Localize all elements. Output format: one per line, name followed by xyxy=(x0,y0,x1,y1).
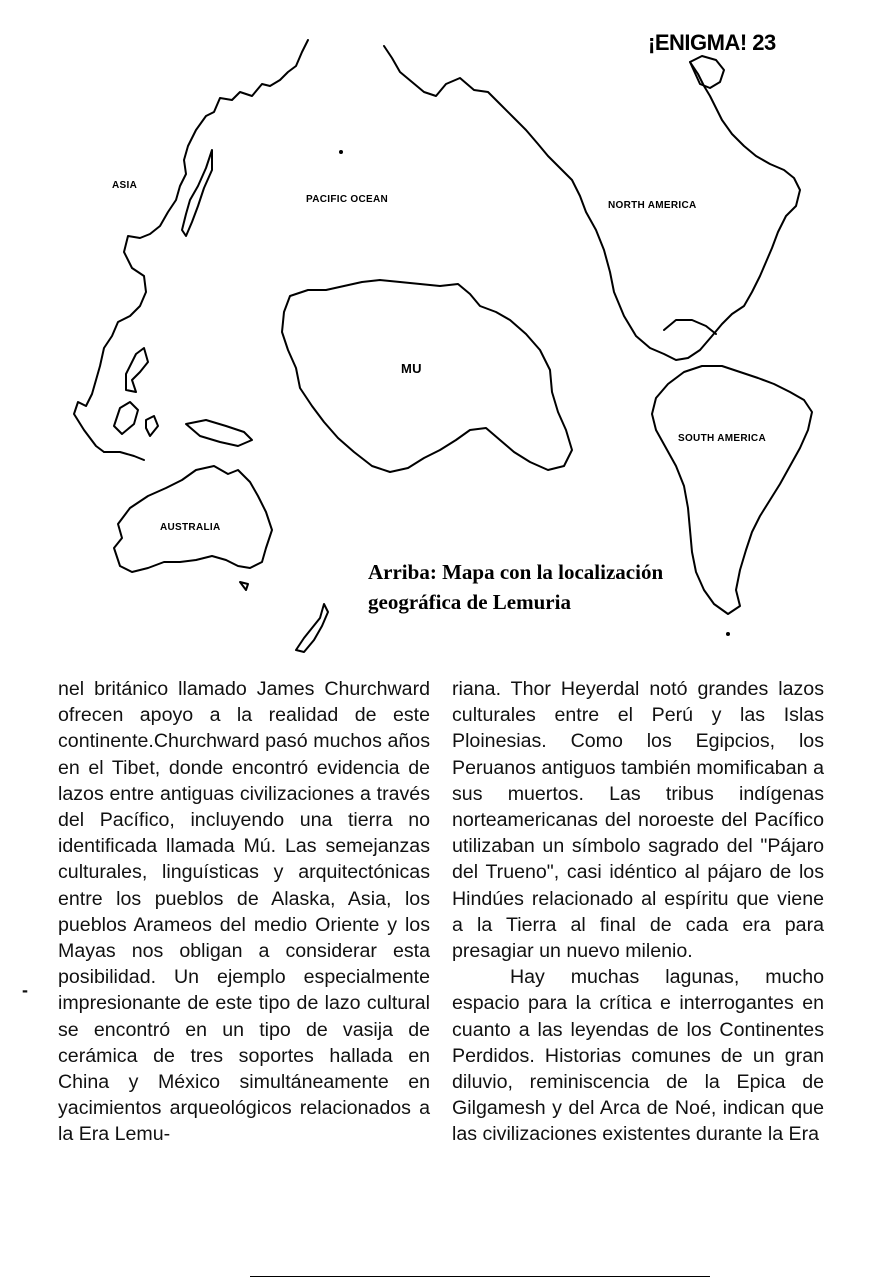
page-header: ¡ENIGMA! 23 xyxy=(648,30,776,55)
pacific-ocean-label: PACIFIC OCEAN xyxy=(306,194,389,205)
article-paragraph: riana. Thor Heyerdal notó grandes lazos culturales entre el Perú y las Islas Ploinesias. Como los Egipcios, los Peruanos antiguos también momificaban a sus muertos. Las tribus indígenas norteamericanas del noroeste del Pacífico utilizaban un símbolo sagrado del "Pájaro del Trueno", casi idéntico al pájaro de los Hindúes relacionado al espíritu que viene a la Tierra al final de cada era para presagiar un nuevo milenio. xyxy=(452,678,824,963)
article-column-left xyxy=(58,676,430,1148)
asia-label: ASIA xyxy=(112,180,138,191)
japan-islands xyxy=(182,150,212,236)
north-america-coastline xyxy=(384,46,800,360)
new-guinea xyxy=(186,420,252,446)
article-paragraph: nel británico llamado James Churchward ofrecen apoyo a la realidad de este continente.Churchward pasó muchos años en el Tibet, donde encontró evidencia de lazos entre antiguas civilizaciones a través del Pacífico, incluyendo una tierra no identificada llamada Mú. Las semejanzas culturales, linguísticas y arquitectónicas entre los pueblos de Alaska, Asia, los pueblos Arameos del medio Oriente y los Mayas nos obligan a considerar esta posibilidad. Un ejemplo especialmente impresionante de este tipo de lazo cultural se encontró en un tipo de vasija de cerámica de tres soportes hallada en China y México simultáneamente en yacimientos arqueológicos relacionados a la Era Lemu- xyxy=(58,678,430,1146)
asia-coastline xyxy=(74,40,308,452)
map-caption: Arriba: Mapa con la localización geográfica de Lemuria xyxy=(368,560,664,614)
north-america-label: NORTH AMERICA xyxy=(608,200,697,211)
sumatra-java xyxy=(104,452,144,460)
island-dot xyxy=(726,632,730,636)
footer-rule xyxy=(250,1276,710,1277)
sulawesi xyxy=(146,416,158,436)
south-america-coastline xyxy=(652,366,812,614)
greenland xyxy=(690,56,724,88)
mu-continent xyxy=(282,280,572,472)
article-column-right xyxy=(452,676,824,1148)
island-dot xyxy=(339,150,343,154)
philippines xyxy=(126,348,148,392)
australia-coastline xyxy=(114,466,272,572)
gulf-coast xyxy=(664,320,716,334)
borneo xyxy=(114,402,138,434)
mu-label: MU xyxy=(401,361,422,376)
south-america-label: SOUTH AMERICA xyxy=(678,433,766,444)
new-zealand xyxy=(296,604,328,652)
margin-mark: - xyxy=(22,980,28,1000)
tasmania xyxy=(240,582,248,590)
article-paragraph: Hay muchas lagunas, mucho espacio para la crítica e interrogantes en cuanto a las leyendas de los Continentes Perdidos. Historias comunes de un gran diluvio, reminiscencia de la Epica de Gilgamesh y del Arca de Noé, indican que las civilizaciones existentes durante la Era xyxy=(452,966,824,1146)
australia-label: AUSTRALIA xyxy=(160,522,221,533)
